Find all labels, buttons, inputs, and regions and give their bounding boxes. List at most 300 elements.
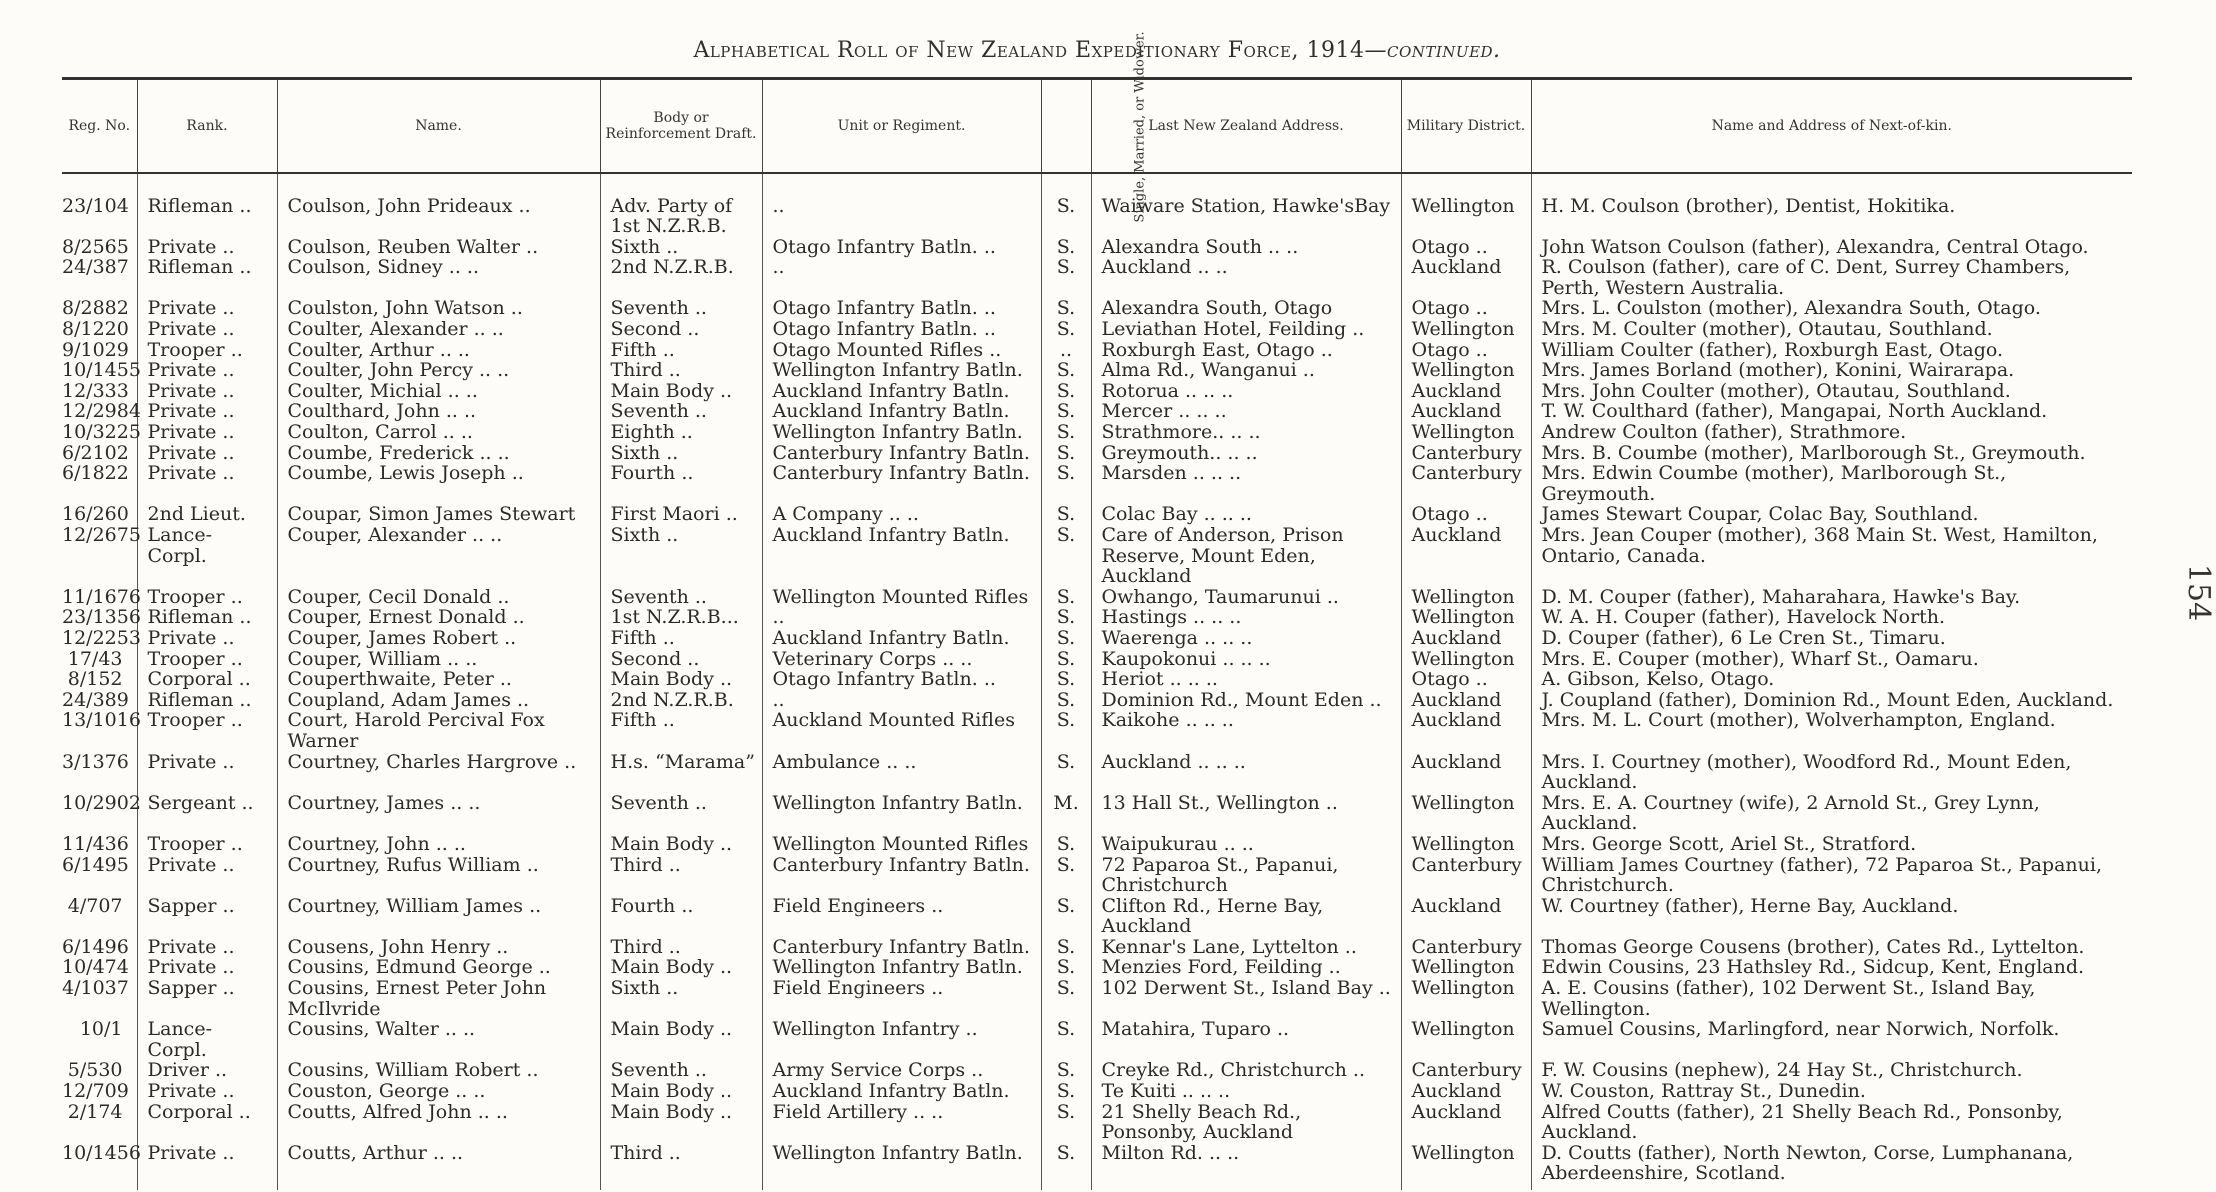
cell-rank: Private .. — [137, 360, 277, 381]
table-row — [62, 1060, 2132, 1081]
cell-body-draft: Second .. — [600, 319, 762, 340]
cell-marital-status: S. — [1041, 978, 1091, 1019]
table-row — [62, 957, 2132, 978]
cell-reg-no: 4/707 — [62, 896, 137, 937]
cell-unit: Field Artillery .. .. — [762, 1102, 1041, 1143]
cell-marital-status: S. — [1041, 628, 1091, 649]
cell-district: Auckland — [1401, 1102, 1531, 1143]
cell-district: Auckland — [1401, 257, 1531, 298]
table-row — [62, 834, 2132, 855]
cell-reg-no: 24/387 — [62, 257, 137, 298]
cell-address: Creyke Rd., Christchurch .. — [1091, 1060, 1401, 1081]
cell-marital-status: S. — [1041, 504, 1091, 525]
table-row — [62, 1081, 2132, 1102]
cell-reg-no: 10/1 — [62, 1019, 137, 1060]
cell-unit: Auckland Mounted Rifles — [762, 710, 1041, 751]
cell-reg-no: 8/152 — [62, 669, 137, 690]
cell-body-draft: Second .. — [600, 649, 762, 670]
cell-body-draft: Sixth .. — [600, 443, 762, 464]
cell-name: Couper, Ernest Donald .. — [277, 607, 600, 628]
cell-name: Coulson, John Prideaux .. — [277, 173, 600, 237]
cell-marital-status: S. — [1041, 752, 1091, 793]
table-row — [62, 1102, 2132, 1143]
cell-marital-status: S. — [1041, 360, 1091, 381]
cell-address: Te Kuiti .. .. .. — [1091, 1081, 1401, 1102]
cell-address: Matahira, Tuparo .. — [1091, 1019, 1401, 1060]
cell-rank: Private .. — [137, 443, 277, 464]
table-row — [62, 340, 2132, 361]
cell-reg-no: 10/2902 — [62, 793, 137, 834]
cell-next-of-kin: T. W. Coulthard (father), Mangapai, North Auckland. — [1531, 401, 2132, 422]
cell-marital-status: S. — [1041, 525, 1091, 587]
cell-district: Wellington — [1401, 360, 1531, 381]
cell-body-draft: Main Body .. — [600, 1019, 762, 1060]
cell-body-draft: 2nd N.Z.R.B. — [600, 690, 762, 711]
cell-address: Colac Bay .. .. .. — [1091, 504, 1401, 525]
cell-name: Coulton, Carrol .. .. — [277, 422, 600, 443]
cell-unit: Veterinary Corps .. .. — [762, 649, 1041, 670]
cell-rank: Sapper .. — [137, 896, 277, 937]
cell-reg-no: 10/3225 — [62, 421, 141, 444]
cell-rank: Rifleman .. — [137, 257, 277, 298]
cell-marital-status: S. — [1041, 257, 1091, 298]
cell-body-draft: Third .. — [600, 937, 762, 958]
table-row — [62, 401, 2132, 422]
header-body-draft: Body or Reinforcement Draft. — [600, 79, 762, 173]
cell-next-of-kin: Mrs. M. L. Court (mother), Wolverhampton, England. — [1531, 710, 2132, 751]
cell-unit: Wellington Mounted Rifles — [762, 834, 1041, 855]
cell-marital-status: S. — [1041, 690, 1091, 711]
table-row — [62, 525, 2132, 587]
cell-next-of-kin: J. Coupland (father), Dominion Rd., Mount Eden, Auckland. — [1531, 690, 2132, 711]
cell-district: Canterbury — [1401, 443, 1531, 464]
cell-address: Kennar's Lane, Lyttelton .. — [1091, 937, 1401, 958]
cell-rank: Trooper .. — [137, 710, 277, 751]
cell-district: Wellington — [1401, 1143, 1531, 1190]
cell-unit: Army Service Corps .. — [762, 1060, 1041, 1081]
cell-reg-no: 17/43 — [62, 649, 137, 670]
cell-marital-status: S. — [1041, 237, 1091, 258]
cell-reg-no: 23/104 — [62, 173, 137, 237]
cell-unit: Field Engineers .. — [762, 978, 1041, 1019]
cell-name: Courtney, John .. .. — [277, 834, 600, 855]
cell-rank: Sergeant .. — [137, 793, 277, 834]
cell-next-of-kin: James Stewart Coupar, Colac Bay, Southland. — [1531, 504, 2132, 525]
cell-name: Coutts, Alfred John .. .. — [277, 1102, 600, 1143]
cell-reg-no: 11/1676 — [62, 585, 141, 608]
cell-rank: Private .. — [137, 298, 277, 319]
cell-name: Coumbe, Frederick .. .. — [277, 443, 600, 464]
cell-rank: Private .. — [137, 422, 277, 443]
table-row — [62, 360, 2132, 381]
cell-unit: .. — [762, 173, 1041, 237]
cell-marital-status: S. — [1041, 855, 1091, 896]
table-row — [62, 607, 2132, 628]
cell-address: 21 Shelly Beach Rd., Ponsonby, Auckland — [1091, 1102, 1401, 1143]
cell-name: Couper, William .. .. — [277, 649, 600, 670]
cell-name: Coulthard, John .. .. — [277, 401, 600, 422]
cell-address: 72 Paparoa St., Papanui, Christchurch — [1091, 855, 1401, 896]
cell-next-of-kin: William Coulter (father), Roxburgh East, Otago. — [1531, 340, 2132, 361]
cell-marital-status: S. — [1041, 422, 1091, 443]
cell-marital-status: S. — [1041, 607, 1091, 628]
table-row — [62, 422, 2132, 443]
cell-name: Coutts, Arthur .. .. — [277, 1143, 600, 1190]
cell-reg-no: 8/2565 — [62, 237, 137, 258]
cell-body-draft: Fifth .. — [600, 710, 762, 751]
header-address: Last New Zealand Address. — [1091, 79, 1401, 173]
table-row — [62, 855, 2132, 896]
cell-address: Milton Rd. .. .. — [1091, 1143, 1401, 1190]
table-row — [62, 298, 2132, 319]
cell-body-draft: 1st N.Z.R.B... — [600, 607, 762, 628]
cell-next-of-kin: Mrs. B. Coumbe (mother), Marlborough St., Greymouth. — [1531, 443, 2132, 464]
cell-body-draft: Main Body .. — [600, 381, 762, 402]
table-row — [62, 649, 2132, 670]
cell-next-of-kin: Mrs. John Coulter (mother), Otautau, Southland. — [1531, 381, 2132, 402]
cell-reg-no: 6/2102 — [62, 443, 137, 464]
cell-marital-status: S. — [1041, 381, 1091, 402]
cell-body-draft: Main Body .. — [600, 669, 762, 690]
cell-unit: Auckland Infantry Batln. — [762, 401, 1041, 422]
cell-address: Mercer .. .. .. — [1091, 401, 1401, 422]
cell-rank: Lance-Corpl. — [137, 1019, 277, 1060]
cell-reg-no: 8/1220 — [62, 319, 137, 340]
cell-body-draft: First Maori .. — [600, 504, 762, 525]
title-main: Alphabetical Roll of New Zealand Expeditionary Force, 1914 — [693, 38, 1365, 63]
cell-address: Alexandra South .. .. — [1091, 237, 1401, 258]
cell-unit: Wellington Infantry .. — [762, 1019, 1041, 1060]
cell-district: Auckland — [1401, 525, 1531, 587]
cell-district: Auckland — [1401, 710, 1531, 751]
cell-district: Wellington — [1401, 978, 1531, 1019]
cell-unit: Ambulance .. .. — [762, 752, 1041, 793]
cell-district: Auckland — [1401, 628, 1531, 649]
cell-district: Wellington — [1401, 957, 1531, 978]
header-name: Name. — [277, 79, 600, 173]
cell-rank: Sapper .. — [137, 978, 277, 1019]
cell-body-draft: Sixth .. — [600, 978, 762, 1019]
cell-reg-no: 12/2253 — [62, 626, 141, 649]
cell-district: Wellington — [1401, 173, 1531, 237]
cell-rank: 2nd Lieut. — [137, 504, 277, 525]
cell-next-of-kin: Mrs. Jean Couper (mother), 368 Main St. West, Hamilton, Ontario, Canada. — [1531, 525, 2132, 587]
cell-unit: Wellington Infantry Batln. — [762, 422, 1041, 443]
cell-unit: Wellington Infantry Batln. — [762, 1143, 1041, 1190]
cell-name: Coulson, Sidney .. .. — [277, 257, 600, 298]
cell-reg-no: 6/1496 — [62, 937, 137, 958]
cell-address: 102 Derwent St., Island Bay .. — [1091, 978, 1401, 1019]
cell-reg-no: 6/1822 — [62, 463, 137, 504]
table-row — [62, 173, 2132, 237]
cell-next-of-kin: F. W. Cousins (nephew), 24 Hay St., Christchurch. — [1531, 1060, 2132, 1081]
cell-address: Leviathan Hotel, Feilding .. — [1091, 319, 1401, 340]
cell-district: Wellington — [1401, 834, 1531, 855]
header-row — [62, 79, 2132, 173]
table-row — [62, 628, 2132, 649]
cell-reg-no: 16/260 — [62, 504, 137, 525]
cell-body-draft: Seventh .. — [600, 401, 762, 422]
cell-next-of-kin: Mrs. George Scott, Ariel St., Stratford. — [1531, 834, 2132, 855]
cell-unit: Otago Infantry Batln. .. — [762, 237, 1041, 258]
cell-next-of-kin: D. Coutts (father), North Newton, Corse, Lumphanana, Aberdeenshire, Scotland. — [1531, 1143, 2132, 1190]
cell-address: Owhango, Taumarunui .. — [1091, 587, 1401, 608]
cell-name: Coulson, Reuben Walter .. — [277, 237, 600, 258]
cell-address: Kaikohe .. .. .. — [1091, 710, 1401, 751]
cell-district: Otago .. — [1401, 237, 1531, 258]
cell-body-draft: Seventh .. — [600, 298, 762, 319]
cell-name: Cousins, Ernest Peter John McIlvride — [277, 978, 600, 1019]
cell-name: Coupar, Simon James Stewart — [277, 504, 600, 525]
cell-reg-no: 10/1455 — [62, 359, 141, 382]
cell-district: Wellington — [1401, 422, 1531, 443]
table-row — [62, 710, 2132, 751]
cell-district: Canterbury — [1401, 1060, 1531, 1081]
cell-rank: Private .. — [137, 752, 277, 793]
cell-unit: .. — [762, 607, 1041, 628]
cell-rank: Rifleman .. — [137, 173, 277, 237]
cell-body-draft: Third .. — [600, 360, 762, 381]
cell-unit: Canterbury Infantry Batln. — [762, 463, 1041, 504]
cell-reg-no: 23/1356 — [62, 606, 141, 629]
cell-marital-status: S. — [1041, 1019, 1091, 1060]
cell-name: Coulter, Alexander .. .. — [277, 319, 600, 340]
header-reg-no: Reg. No. — [62, 79, 137, 173]
cell-district: Auckland — [1401, 896, 1531, 937]
cell-rank: Private .. — [137, 957, 277, 978]
cell-body-draft: Seventh .. — [600, 793, 762, 834]
cell-next-of-kin: Samuel Cousins, Marlingford, near Norwich, Norfolk. — [1531, 1019, 2132, 1060]
cell-district: Wellington — [1401, 607, 1531, 628]
cell-reg-no: 6/1495 — [62, 855, 137, 896]
cell-unit: .. — [762, 257, 1041, 298]
cell-unit: Otago Infantry Batln. .. — [762, 669, 1041, 690]
cell-name: Coulston, John Watson .. — [277, 298, 600, 319]
cell-district: Auckland — [1401, 381, 1531, 402]
cell-body-draft: Fifth .. — [600, 628, 762, 649]
cell-unit: Wellington Infantry Batln. — [762, 793, 1041, 834]
table-row — [62, 504, 2132, 525]
cell-next-of-kin: W. Couston, Rattray St., Dunedin. — [1531, 1081, 2132, 1102]
cell-unit: Field Engineers .. — [762, 896, 1041, 937]
cell-unit: Wellington Infantry Batln. — [762, 360, 1041, 381]
table-row — [62, 1143, 2132, 1190]
cell-next-of-kin: Mrs. I. Courtney (mother), Woodford Rd., Mount Eden, Auckland. — [1531, 752, 2132, 793]
cell-rank: Private .. — [137, 237, 277, 258]
cell-marital-status: S. — [1041, 937, 1091, 958]
cell-next-of-kin: Edwin Cousins, 23 Hathsley Rd., Sidcup, Kent, England. — [1531, 957, 2132, 978]
cell-reg-no: 4/1037 — [62, 978, 137, 1019]
table-row — [62, 690, 2132, 711]
cell-name: Couper, Cecil Donald .. — [277, 587, 600, 608]
cell-next-of-kin: Alfred Coutts (father), 21 Shelly Beach Rd., Ponsonby, Auckland. — [1531, 1102, 2132, 1143]
cell-name: Couper, Alexander .. .. — [277, 525, 600, 587]
cell-name: Couston, George .. .. — [277, 1081, 600, 1102]
cell-rank: Private .. — [137, 1143, 277, 1190]
cell-rank: Private .. — [137, 1081, 277, 1102]
cell-district: Wellington — [1401, 649, 1531, 670]
cell-unit: .. — [762, 690, 1041, 711]
cell-rank: Corporal .. — [137, 669, 277, 690]
cell-next-of-kin: Andrew Coulton (father), Strathmore. — [1531, 422, 2132, 443]
cell-name: Couperthwaite, Peter .. — [277, 669, 600, 690]
table-row — [62, 257, 2132, 298]
cell-rank: Trooper .. — [137, 587, 277, 608]
cell-name: Courtney, Rufus William .. — [277, 855, 600, 896]
cell-district: Otago .. — [1401, 669, 1531, 690]
cell-address: Roxburgh East, Otago .. — [1091, 340, 1401, 361]
cell-address: Waerenga .. .. .. — [1091, 628, 1401, 649]
cell-rank: Trooper .. — [137, 834, 277, 855]
cell-name: Coumbe, Lewis Joseph .. — [277, 463, 600, 504]
cell-body-draft: Seventh .. — [600, 1060, 762, 1081]
cell-district: Auckland — [1401, 401, 1531, 422]
cell-rank: Private .. — [137, 937, 277, 958]
cell-next-of-kin: A. E. Cousins (father), 102 Derwent St., Island Bay, Wellington. — [1531, 978, 2132, 1019]
cell-name: Coulter, Arthur .. .. — [277, 340, 600, 361]
cell-reg-no: 12/2984 — [62, 400, 141, 423]
cell-rank: Private .. — [137, 381, 277, 402]
table-row — [62, 443, 2132, 464]
cell-next-of-kin: Mrs. James Borland (mother), Konini, Wairarapa. — [1531, 360, 2132, 381]
cell-next-of-kin: William James Courtney (father), 72 Paparoa St., Papanui, Christchurch. — [1531, 855, 2132, 896]
cell-address: 13 Hall St., Wellington .. — [1091, 793, 1401, 834]
cell-name: Cousins, Walter .. .. — [277, 1019, 600, 1060]
cell-marital-status: S. — [1041, 957, 1091, 978]
cell-marital-status: M. — [1041, 793, 1091, 834]
cell-body-draft: H.s. “Marama” — [600, 752, 762, 793]
cell-address: Alexandra South, Otago — [1091, 298, 1401, 319]
page-number: 154 — [2181, 563, 2216, 622]
cell-address: Auckland .. .. .. — [1091, 752, 1401, 793]
cell-body-draft: Seventh .. — [600, 587, 762, 608]
cell-unit: Canterbury Infantry Batln. — [762, 855, 1041, 896]
cell-reg-no: 8/2882 — [62, 298, 137, 319]
cell-address: Marsden .. .. .. — [1091, 463, 1401, 504]
cell-next-of-kin: Mrs. L. Coulston (mother), Alexandra South, Otago. — [1531, 298, 2132, 319]
cell-district: Wellington — [1401, 1019, 1531, 1060]
cell-name: Cousins, William Robert .. — [277, 1060, 600, 1081]
cell-marital-status: S. — [1041, 1102, 1091, 1143]
cell-marital-status: S. — [1041, 649, 1091, 670]
cell-next-of-kin: R. Coulson (father), care of C. Dent, Surrey Chambers, Perth, Western Australia. — [1531, 257, 2132, 298]
cell-name: Courtney, Charles Hargrove .. — [277, 752, 600, 793]
cell-reg-no: 10/1456 — [62, 1143, 137, 1190]
cell-unit: Wellington Mounted Rifles — [762, 587, 1041, 608]
cell-body-draft: Main Body .. — [600, 834, 762, 855]
cell-body-draft: Main Body .. — [600, 957, 762, 978]
roll-body — [62, 173, 2132, 1191]
cell-marital-status: S. — [1041, 319, 1091, 340]
cell-address: Kaupokonui .. .. .. — [1091, 649, 1401, 670]
cell-next-of-kin: A. Gibson, Kelso, Otago. — [1531, 669, 2132, 690]
header-unit: Unit or Regiment. — [762, 79, 1041, 173]
cell-rank: Trooper .. — [137, 649, 277, 670]
cell-next-of-kin: John Watson Coulson (father), Alexandra, Central Otago. — [1531, 237, 2132, 258]
cell-name: Coupland, Adam James .. — [277, 690, 600, 711]
table-row — [62, 937, 2132, 958]
cell-body-draft: Adv. Party of 1st N.Z.R.B. — [600, 173, 762, 237]
cell-rank: Private .. — [137, 319, 277, 340]
cell-marital-status: S. — [1041, 1060, 1091, 1081]
cell-marital-status: S. — [1041, 173, 1091, 237]
header-rank: Rank. — [137, 79, 277, 173]
cell-address: Auckland .. .. — [1091, 257, 1401, 298]
cell-name: Cousins, Edmund George .. — [277, 957, 600, 978]
cell-body-draft: Main Body .. — [600, 1102, 762, 1143]
cell-body-draft: Main Body .. — [600, 1081, 762, 1102]
cell-next-of-kin: Mrs. Edwin Coumbe (mother), Marlborough St., Greymouth. — [1531, 463, 2132, 504]
cell-marital-status: S. — [1041, 298, 1091, 319]
cell-body-draft: Fifth .. — [600, 340, 762, 361]
cell-address: Menzies Ford, Feilding .. — [1091, 957, 1401, 978]
cell-district: Auckland — [1401, 690, 1531, 711]
cell-unit: Auckland Infantry Batln. — [762, 381, 1041, 402]
cell-reg-no: 3/1376 — [62, 752, 137, 793]
cell-next-of-kin: Mrs. M. Coulter (mother), Otautau, Southland. — [1531, 319, 2132, 340]
cell-reg-no: 5/530 — [62, 1060, 137, 1081]
cell-reg-no: 9/1029 — [62, 340, 137, 361]
cell-unit: Canterbury Infantry Batln. — [762, 937, 1041, 958]
cell-reg-no: 2/174 — [62, 1102, 137, 1143]
cell-district: Wellington — [1401, 793, 1531, 834]
cell-reg-no: 12/333 — [62, 381, 137, 402]
cell-next-of-kin: H. M. Coulson (brother), Dentist, Hokitika. — [1531, 173, 2132, 237]
cell-name: Couper, James Robert .. — [277, 628, 600, 649]
cell-address: Care of Anderson, Prison Reserve, Mount Eden, Auckland — [1091, 525, 1401, 587]
cell-unit: A Company .. .. — [762, 504, 1041, 525]
cell-body-draft: Fourth .. — [600, 896, 762, 937]
cell-address: Waipukurau .. .. — [1091, 834, 1401, 855]
cell-next-of-kin: W. A. H. Couper (father), Havelock North. — [1531, 607, 2132, 628]
cell-rank: Driver .. — [137, 1060, 277, 1081]
cell-rank: Private .. — [137, 401, 277, 422]
cell-marital-status: .. — [1041, 340, 1091, 361]
cell-marital-status: S. — [1041, 710, 1091, 751]
table-row — [62, 752, 2132, 793]
cell-rank: Private .. — [137, 463, 277, 504]
header-marital-status: Single, Married, or Widower. — [1041, 79, 1091, 173]
cell-district: Auckland — [1401, 1081, 1531, 1102]
cell-district: Otago .. — [1401, 340, 1531, 361]
cell-next-of-kin: Mrs. E. A. Courtney (wife), 2 Arnold St., Grey Lynn, Auckland. — [1531, 793, 2132, 834]
cell-address: Rotorua .. .. .. — [1091, 381, 1401, 402]
cell-marital-status: S. — [1041, 669, 1091, 690]
cell-rank: Private .. — [137, 855, 277, 896]
cell-unit: Otago Infantry Batln. .. — [762, 298, 1041, 319]
cell-district: Otago .. — [1401, 504, 1531, 525]
cell-district: Canterbury — [1401, 937, 1531, 958]
table-row — [62, 463, 2132, 504]
cell-address: Strathmore.. .. .. — [1091, 422, 1401, 443]
cell-body-draft: Sixth .. — [600, 237, 762, 258]
cell-body-draft: 2nd N.Z.R.B. — [600, 257, 762, 298]
cell-rank: Corporal .. — [137, 1102, 277, 1143]
cell-address: Dominion Rd., Mount Eden .. — [1091, 690, 1401, 711]
table-row — [62, 237, 2132, 258]
cell-unit: Wellington Infantry Batln. — [762, 957, 1041, 978]
cell-reg-no: 10/474 — [62, 957, 137, 978]
cell-unit: Canterbury Infantry Batln. — [762, 443, 1041, 464]
cell-reg-no: 12/2675 — [62, 525, 137, 587]
cell-address: Greymouth.. .. .. — [1091, 443, 1401, 464]
cell-unit: Auckland Infantry Batln. — [762, 628, 1041, 649]
cell-body-draft: Eighth .. — [600, 422, 762, 443]
cell-address: Clifton Rd., Herne Bay, Auckland — [1091, 896, 1401, 937]
cell-next-of-kin: Mrs. E. Couper (mother), Wharf St., Oamaru. — [1531, 649, 2132, 670]
cell-next-of-kin: Thomas George Cousens (brother), Cates Rd., Lyttelton. — [1531, 937, 2132, 958]
cell-address: Hastings .. .. .. — [1091, 607, 1401, 628]
